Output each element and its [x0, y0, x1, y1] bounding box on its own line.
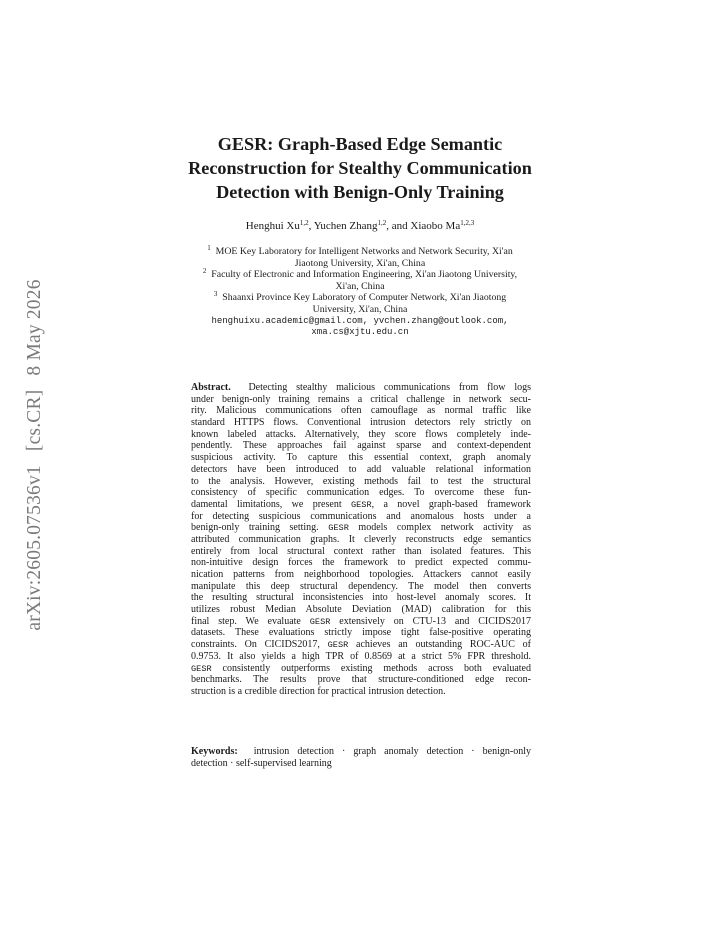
author-name: Henghui Xu — [245, 220, 300, 232]
arxiv-date: 8 May 2026 — [24, 279, 45, 376]
abstract-line: standard HTTPS flows. Conventional intrusion detectors rely strictly on — [191, 417, 531, 429]
abstract-line: pendently. These approaches fail against sparse and context-dependent — [191, 440, 531, 452]
keywords-line — [191, 746, 531, 758]
author-affil-marker: 1,2 — [377, 219, 387, 227]
abstract-line: GESR consistently outperforms existing methods across both evaluated — [191, 662, 531, 674]
paper-title — [150, 132, 570, 204]
abstract-line: known labeled attacks. Alternatively, they score flows completely inde- — [191, 428, 531, 440]
affiliation-text: Xi'an, China — [335, 280, 385, 292]
author-list: Henghui Xu$^{1,2}$, Yuchen Zhang$^{1,2}$, and Xiaobo Ma$^{1,2,3}$ — [245, 219, 475, 232]
abstract-line: under benign-only training remains a critical challenge in network secu- — [191, 393, 531, 405]
abstract-line — [191, 382, 531, 394]
abstract-line: consistency of specific communication edges. To overcome these fun- — [191, 487, 531, 499]
email-line: xma.cs@xjtu.edu.cn — [311, 327, 409, 338]
affiliation — [160, 292, 560, 315]
arxiv-identifier — [24, 279, 46, 630]
abstract-line: nication patterns from neighborhood topologies. Attackers cannot easily — [191, 569, 531, 580]
abstract-line: entirely from local structural context rather than isolated features. This — [191, 545, 531, 557]
affiliation-text: Faculty of Electronic and Information Engineering, Xi'an Jiaotong University, — [211, 269, 518, 281]
affiliation-text: University, Xi'an, China — [312, 303, 408, 315]
keywords-line: detection · self-supervised learning — [191, 757, 332, 769]
abstract-line: manipulate this deep structural dependency. The model then converts — [191, 580, 531, 592]
author-affil-marker: 1,2 — [299, 219, 309, 227]
abstract-line: suspicious activity. To capture this essential context, graph anomaly — [191, 452, 531, 464]
keywords-text: intrusion detection · graph anomaly detection · benign-only — [253, 746, 531, 757]
author-affil-marker: 1,2,3 — [460, 219, 475, 227]
keywords-heading: Keywords: — [191, 746, 238, 757]
abstract — [191, 382, 531, 698]
title-line: GESR: Graph-Based Edge Semantic — [217, 134, 503, 154]
affiliations — [160, 246, 560, 339]
author-name: Yuchen Zhang — [313, 220, 378, 232]
abstract-line: final step. We evaluate GESR extensively on CTU-13 and CICIDS2017 — [191, 615, 532, 627]
abstract-heading: Abstract. — [191, 382, 231, 393]
affiliation-text: MOE Key Laboratory for Intelligent Networks and Network Security, Xi'an — [215, 246, 513, 257]
email-line: henghuixu.academic@gmail.com, yvchen.zhang@outlook.com, — [211, 315, 509, 326]
abstract-line: benchmarks. The results prove that structure-conditioned edge recon- — [191, 674, 531, 686]
title-line: Reconstruction for Stealthy Communication — [188, 158, 532, 178]
keywords — [191, 746, 531, 769]
affiliation-number: 2 — [202, 267, 207, 276]
abstract-line: damental limitations, we present GESR, a novel graph-based framework — [191, 498, 531, 510]
affiliation-text: Shaanxi Province Key Laboratory of Computer Network, Xi'an Jiaotong — [222, 292, 507, 304]
affiliation — [160, 246, 560, 269]
abstract-line: constraints. On CICIDS2017, GESR achieves an outstanding ROC-AUC of — [191, 639, 531, 651]
abstract-text: Detecting stealthy malicious communications from flow logs — [248, 382, 531, 393]
abstract-line: 0.9753. It also yields a high TPR of 0.8569 at a strict 5% FPR threshold. — [191, 650, 531, 662]
abstract-line: datasets. These evaluations strictly impose tight false-positive operating — [191, 627, 531, 639]
abstract-line: to the analysis. However, existing methods fail to test the structural — [191, 475, 531, 487]
affiliation-number: 3 — [213, 290, 218, 299]
abstract-line: detectors have been introduced to add valuable relational information — [191, 463, 531, 475]
affiliation-number: 1 — [207, 244, 211, 252]
author-name: Xiaobo Ma — [410, 220, 461, 232]
abstract-line: attributed communication graphs. It cleverly reconstructs edge semantics — [191, 533, 531, 545]
abstract-line: benign-only training setting. GESR models complex network activity as — [191, 522, 531, 534]
abstract-line: struction is a credible direction for practical intrusion detection. — [191, 685, 446, 697]
title-line: Detection with Benign-Only Training — [216, 182, 504, 202]
abstract-line: the resulting structural inconsistencies into host-level anomaly scores. It — [191, 592, 531, 604]
arxiv-id: arXiv:2605.07536v1 — [24, 465, 45, 631]
abstract-line: utilizes robust Median Absolute Deviation (MAD) calibration for this — [191, 604, 531, 616]
abstract-line: rity. Malicious communications often camouflage as normal traffic like — [191, 405, 531, 417]
arxiv-category: [cs.CR] — [24, 389, 45, 452]
affiliation-text: Jiaotong University, Xi'an, China — [294, 257, 426, 269]
abstract-line: for detecting suspicious communications and anomalous hosts under a — [191, 510, 531, 522]
affiliation — [160, 269, 560, 292]
abstract-line: non-intuitive design forces the framework to predict expected commu- — [191, 557, 531, 569]
